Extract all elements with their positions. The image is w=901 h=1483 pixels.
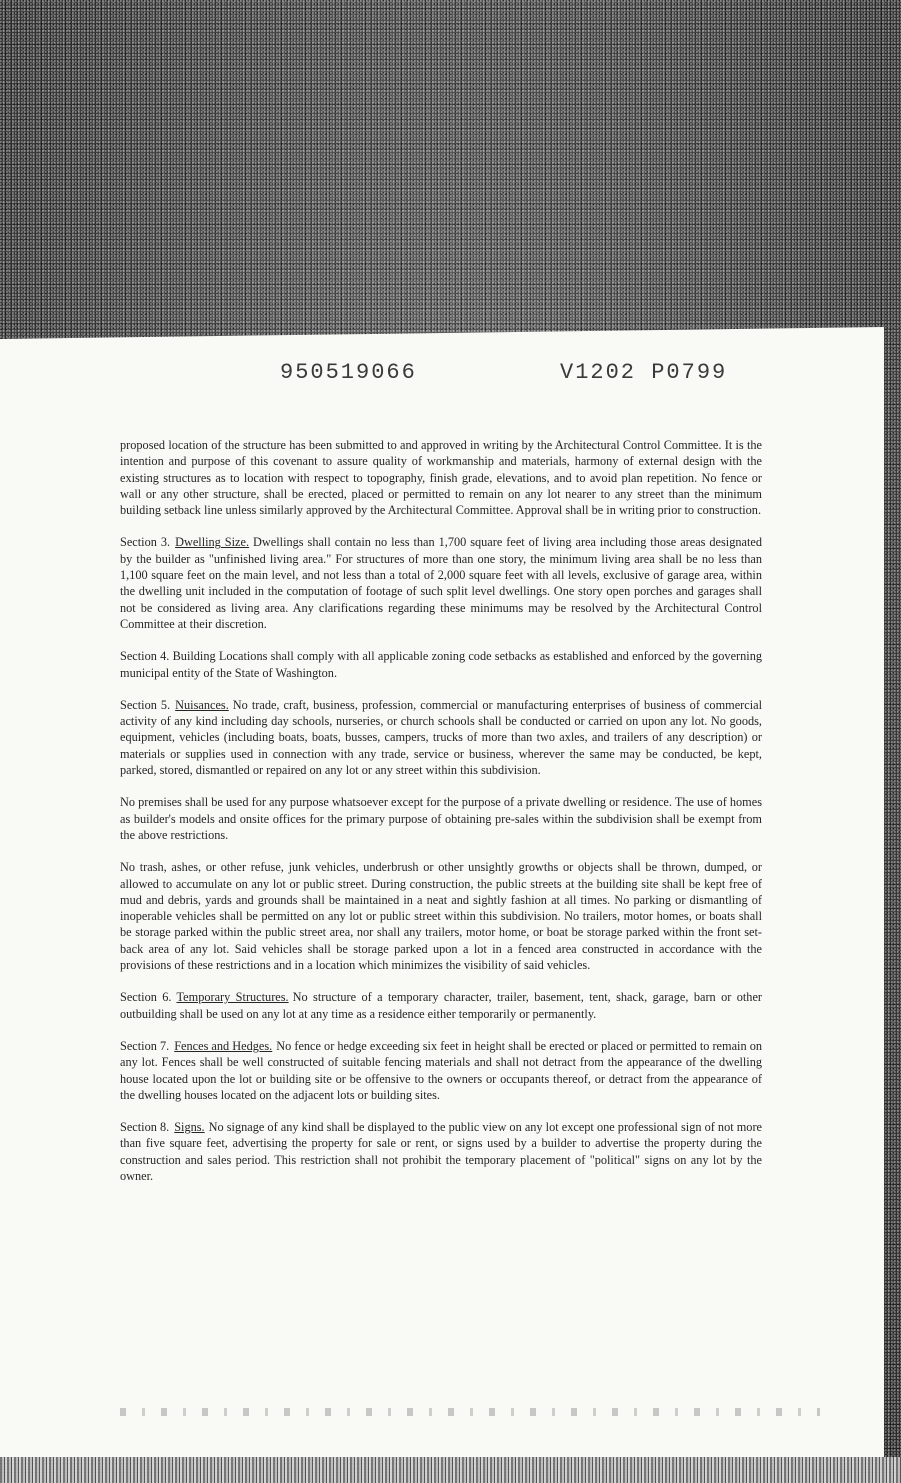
- section-title: Temporary Structures.: [176, 990, 289, 1005]
- section-4-building-locations: Section 4. Building Locations shall comply with all applicable zoning code setbacks as established and enforced by the governing municipal entity of the State of Washington.: [120, 649, 762, 680]
- section-label: Section 7.: [120, 1038, 170, 1053]
- paragraph-architectural-approval: proposed location of the structure has been submitted to and approved in writing by the Architectural Control Committee. It is the intention and purpose of this covenant to assure quality of workmanship and materials, harmony of external design with the existing structures as to location with respect to topography, finish grade, elevations, and to avoid plan repetition. No fence or wall or any other structure, shall be erected, placed or permitted to remain on any lot nearer to any street than the minimum building setback line unless similarly approved by the Architectural Committee. Approval shall be in writing prior to construction.: [120, 438, 762, 518]
- section-label: Section 8.: [120, 1120, 170, 1135]
- section-label: Section 3.: [120, 535, 171, 550]
- section-3-dwelling-size: [120, 534, 762, 632]
- section-label: Section 5.: [120, 697, 171, 712]
- section-7-fences-hedges: [120, 1038, 762, 1103]
- volume-page-number: V1202 P0799: [560, 360, 728, 385]
- document-number: 950519066: [280, 360, 417, 385]
- section-text: Dwellings shall contain no less than 1,700 square feet of living area including those areas designated by the builder as "unfinished living area." For structures of more than one story, the minimum living area shall be no less than 1,100 square feet on the main level, and not less than a total of 2,000 square feet with all levels, exclusive of garage area, within the dwelling unit included in the computation of footage of such split level dwellings. One story open porches and garages shall not be considered as living area. Any clarifications regarding these minimums may be resolved by the Architectural Control Committee at their discretion.: [120, 535, 762, 631]
- section-text: No trade, craft, business, profession, commercial or manufacturing enterprises of business of commercial activity of any kind including day schools, nurseries, or church schools shall be conducted or carried on upon any lot. No goods, equipment, vehicles (including boats, boats, busses, campers, trucks of more than two axles, and trailers of any description) or materials or supplies used in connection with any trade, service or business, wherever the same may be conducted, be kept, parked, stored, dismantled or repaired on any lot or any street within this subdivision.: [120, 697, 763, 778]
- section-text: No fence or hedge exceeding six feet in height shall be erected or placed or permitted to remain on any lot. Fences shall be well constructed of suitable fencing materials and shall not detract from the appearance of the dwelling house located upon the lot or building site or be offensive to the owners or occupants thereof, or detract from the appearance of the dwelling houses located on the adjacent lots or building sites.: [120, 1038, 762, 1102]
- scan-artifacts: [120, 1408, 820, 1416]
- paragraph-premises: No premises shall be used for any purpose whatsoever except for the purpose of a private dwelling or residence. The use of homes as builder's models and onsite offices for the primary purpose of obtaining pre-sales within the subdivision shall be exempt from the above restrictions.: [120, 795, 762, 842]
- section-title: Fences and Hedges.: [174, 1038, 273, 1053]
- section-6-temporary-structures: [120, 989, 762, 1022]
- section-title: Nuisances.: [175, 697, 229, 712]
- section-5-nuisances: [120, 697, 762, 778]
- section-text: No structure of a temporary character, trailer, basement, tent, shack, garage, barn or other outbuilding shall be used on any lot at any time as a residence either temporarily or permanently.: [120, 990, 762, 1021]
- section-text: No signage of any kind shall be displayed to the public view on any lot except one professional sign of not more than five square feet, advertising the property for sale or rent, or signs used by a builder to advertise the property during the construction and sales period. This restriction shall not prohibit the temporary placement of "political" signs on any lot by the owner.: [120, 1120, 763, 1183]
- scanner-edge: [0, 1457, 901, 1483]
- section-label: Section 6.: [120, 990, 172, 1005]
- paragraph-trash: No trash, ashes, or other refuse, junk vehicles, underbrush or other unsightly growths or objects shall be thrown, dumped, or allowed to accumulate on any lot or public street. During construction, the public streets at the building site shall be kept free of mud and debris, yards and grounds shall be maintained in a neat and sightly fashion at all times. No parking or dismantling of inoperable vehicles shall be permitted on any lot or public street within this subdivision. No trailers, motor homes, or boats shall be storage parked within the public street area, nor shall any trailers, motor home, or boat be storage parked within the front set-back area of any lot. Said vehicles shall be storage parked upon a lot in a fenced area constructed in accordance with the provisions of these restrictions and in a location which minimizes the visibility of said vehicles.: [120, 860, 762, 973]
- section-title: Dwelling Size.: [175, 535, 250, 550]
- document-body: [120, 437, 762, 1184]
- section-8-signs: [120, 1119, 762, 1184]
- section-title: Signs.: [174, 1120, 205, 1135]
